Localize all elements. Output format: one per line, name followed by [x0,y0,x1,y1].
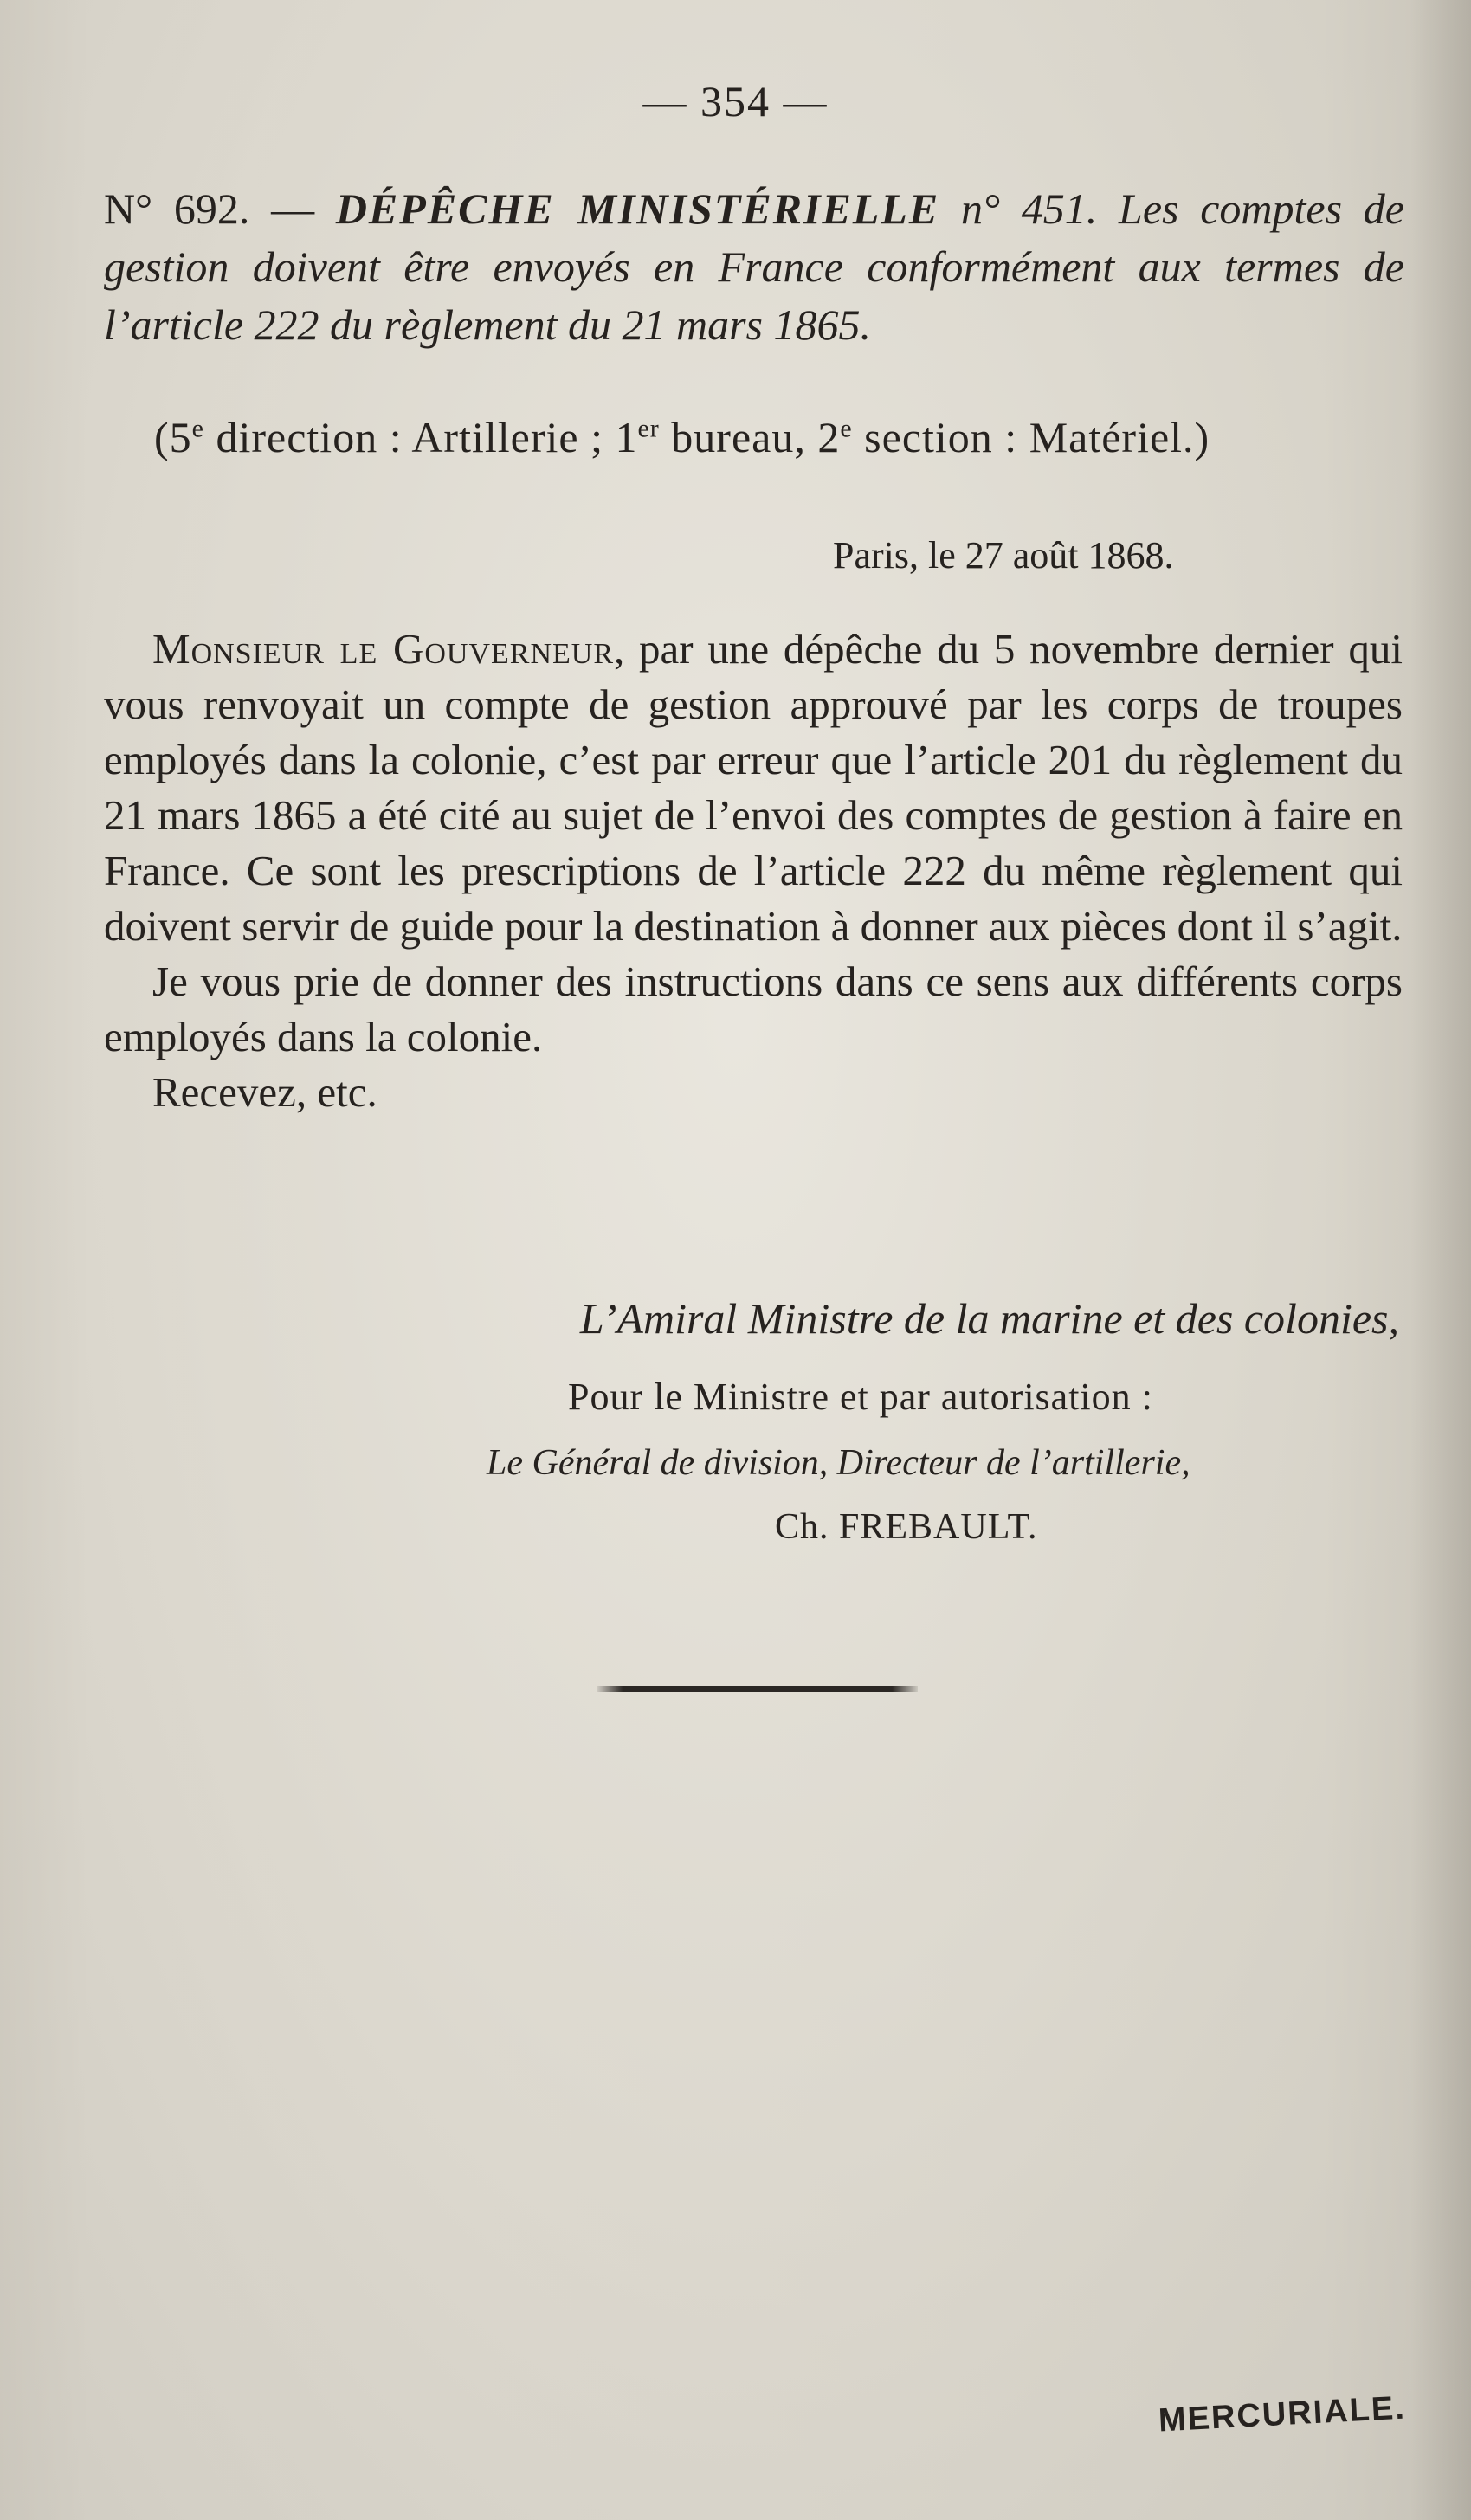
dispatch-subject: . Les comptes de gestion doivent être envoyés en France conformément aux termes de l’article 222 du règlement du 21 mars 1865. [104,184,1404,349]
dispatch-title-number: n° 451 [939,184,1087,233]
direction-sup-a: e [191,414,204,443]
salutation: Monsieur le Gouverneur [152,625,615,673]
body-paragraph: Je vous prie de donner des instructions dans ce sens aux différents corps employés dans la colonie. [104,957,1403,1060]
dispatch-title: DÉPÊCHE MINISTÉRIELLE [335,184,940,233]
body-paragraph: Recevez, etc. [152,1068,377,1116]
closing-rule [597,1686,918,1692]
dateline: Paris, le 27 août 1868. [833,534,1174,577]
letter-body [104,622,1403,1120]
page-number: — 354 — [642,77,829,126]
signature-minister: L’Amiral Ministre de la marine et des colonies, [579,1294,1399,1343]
direction-part-a: (5 [154,413,192,461]
signature-authorization: Pour le Ministre et par autorisation : [568,1376,1153,1418]
direction-sup-b: er [637,414,660,443]
mercuriale-stamp: MERCURIALE. [1158,2389,1407,2439]
direction-part-b: direction : Artillerie ; 1 [203,413,638,461]
signature-director: Le Général de division, Directeur de l’artillerie, [487,1443,1190,1483]
signature-name: Ch. FREBAULT. [775,1507,1038,1547]
body-paragraph [104,622,1403,954]
dispatch-heading [104,180,1404,354]
direction-part-d: section : Matériel.) [852,413,1210,461]
direction-sup-c: e [840,414,853,443]
direction-line [154,412,1210,462]
direction-part-c: bureau, 2 [659,413,841,461]
dispatch-number: N° 692. — [104,184,336,233]
paragraph-1-text: , par une dépêche du 5 novembre dernier qui vous renvoyait un compte de gestion approuvé par les corps de troupes employés dans la colonie, c’est par erreur que l’article 201 du règlement du 21 mars 1865 a été cité au sujet de l’envoi des comptes de gestion à faire en France. Ce sont les prescriptions de l’article 222 du même règlement qui doivent servir de guide pour la destination à donner aux pièces dont il s’agit. [104,625,1403,950]
